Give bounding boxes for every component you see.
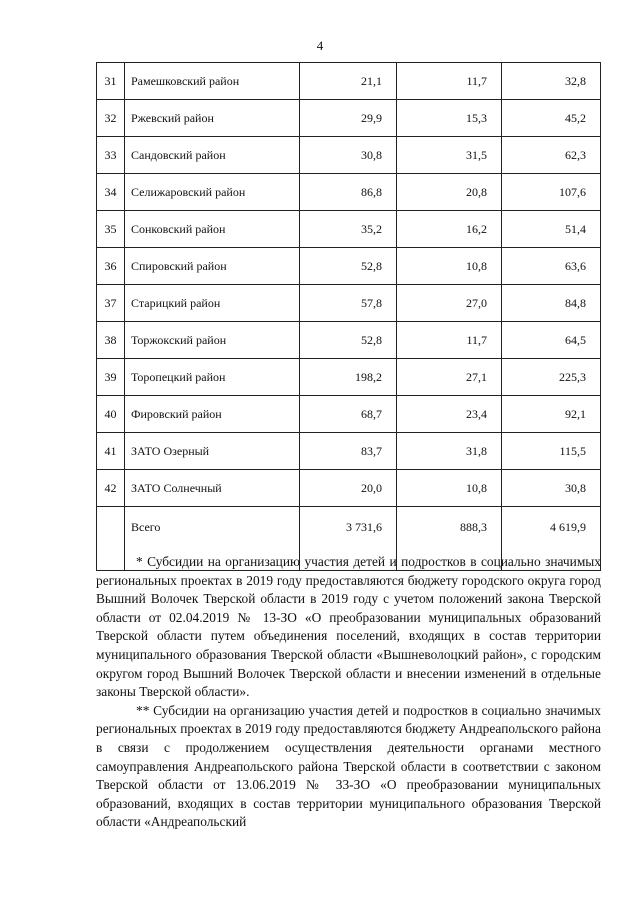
row-number: 37 bbox=[97, 285, 125, 322]
value-col-3: 84,8 bbox=[502, 285, 601, 322]
table-row bbox=[97, 433, 601, 470]
value-col-1: 68,7 bbox=[300, 396, 397, 433]
value-col-3: 62,3 bbox=[502, 137, 601, 174]
row-number: 31 bbox=[97, 63, 125, 100]
value-col-3: 45,2 bbox=[502, 100, 601, 137]
value-col-1: 198,2 bbox=[300, 359, 397, 396]
value-col-3: 107,6 bbox=[502, 174, 601, 211]
value-col-1: 30,8 bbox=[300, 137, 397, 174]
value-col-1: 35,2 bbox=[300, 211, 397, 248]
value-col-3: 30,8 bbox=[502, 470, 601, 507]
value-col-2: 11,7 bbox=[397, 322, 502, 359]
value-col-2: 20,8 bbox=[397, 174, 502, 211]
value-col-3: 51,4 bbox=[502, 211, 601, 248]
district-name: Спировский район bbox=[125, 248, 300, 285]
table-row bbox=[97, 322, 601, 359]
row-number: 32 bbox=[97, 100, 125, 137]
value-col-2: 10,8 bbox=[397, 248, 502, 285]
value-col-1: 83,7 bbox=[300, 433, 397, 470]
row-number: 40 bbox=[97, 396, 125, 433]
value-col-2: 10,8 bbox=[397, 470, 502, 507]
value-col-1: 57,8 bbox=[300, 285, 397, 322]
row-number: 41 bbox=[97, 433, 125, 470]
value-col-3: 32,8 bbox=[502, 63, 601, 100]
footnotes bbox=[96, 553, 601, 832]
row-number: 42 bbox=[97, 470, 125, 507]
value-col-1: 86,8 bbox=[300, 174, 397, 211]
row-number: 33 bbox=[97, 137, 125, 174]
row-number: 39 bbox=[97, 359, 125, 396]
table-row bbox=[97, 137, 601, 174]
district-name: Селижаровский район bbox=[125, 174, 300, 211]
value-col-1: 29,9 bbox=[300, 100, 397, 137]
table-row bbox=[97, 248, 601, 285]
district-name: ЗАТО Озерный bbox=[125, 433, 300, 470]
value-col-2: 27,1 bbox=[397, 359, 502, 396]
value-col-2: 27,0 bbox=[397, 285, 502, 322]
subsidy-table bbox=[96, 62, 601, 571]
value-col-2: 31,5 bbox=[397, 137, 502, 174]
value-col-2: 16,2 bbox=[397, 211, 502, 248]
row-number: 38 bbox=[97, 322, 125, 359]
value-col-1: 3 731,6 bbox=[300, 507, 397, 571]
value-col-3: 92,1 bbox=[502, 396, 601, 433]
table-row bbox=[97, 100, 601, 137]
district-name: Старицкий район bbox=[125, 285, 300, 322]
district-name: ЗАТО Солнечный bbox=[125, 470, 300, 507]
value-col-2: 23,4 bbox=[397, 396, 502, 433]
footnote-single-star: * Субсидии на организацию участия детей и подростков в социально значимых региональных проектах в 2019 году предоставляются бюджету городского округа город Вышний Волочек Тверской области в 2019 году с учетом положений закона Тверской области от 02.04.2019 № 13-ЗО «О преобразовании муниципальных образований Тверской области путем объединения поселений, входящих в состав территории муниципального образования Тверской области «Вышневолоцкий район», с городским округом город Вышний Волочек Тверской области и внесении изменений в отдельные законы Тверской области». bbox=[96, 554, 601, 700]
value-col-3: 4 619,9 bbox=[502, 507, 601, 571]
value-col-1: 20,0 bbox=[300, 470, 397, 507]
value-col-3: 63,6 bbox=[502, 248, 601, 285]
table-body bbox=[97, 63, 601, 571]
table-row bbox=[97, 285, 601, 322]
value-col-2: 11,7 bbox=[397, 63, 502, 100]
value-col-1: 52,8 bbox=[300, 248, 397, 285]
footnote-double-star: ** Субсидии на организацию участия детей и подростков в социально значимых региональных проектах в 2019 году предоставляются бюджету Андреапольского района в связи с продолжением осуществления деятельности органами местного самоуправления Андреапольского района Тверской области в соответствии с законом Тверской области от 13.06.2019 № 33-ЗО «О преобразовании муниципальных образований, входящих в состав территории муниципального образования Тверской области «Андреапольский bbox=[96, 702, 601, 830]
table-row bbox=[97, 396, 601, 433]
row-number: 35 bbox=[97, 211, 125, 248]
district-name: Торопецкий район bbox=[125, 359, 300, 396]
district-name: Сонковский район bbox=[125, 211, 300, 248]
value-col-3: 64,5 bbox=[502, 322, 601, 359]
row-number: 36 bbox=[97, 248, 125, 285]
table-row bbox=[97, 63, 601, 100]
table-row bbox=[97, 211, 601, 248]
value-col-2: 888,3 bbox=[397, 507, 502, 571]
district-name: Торжокский район bbox=[125, 322, 300, 359]
table-row bbox=[97, 174, 601, 211]
value-col-3: 225,3 bbox=[502, 359, 601, 396]
district-name: Фировский район bbox=[125, 396, 300, 433]
district-name: Всего bbox=[125, 507, 300, 571]
district-name: Сандовский район bbox=[125, 137, 300, 174]
row-number: 34 bbox=[97, 174, 125, 211]
district-name: Рамешковский район bbox=[125, 63, 300, 100]
value-col-2: 31,8 bbox=[397, 433, 502, 470]
page-number: 4 bbox=[316, 38, 324, 53]
value-col-3: 115,5 bbox=[502, 433, 601, 470]
district-name: Ржевский район bbox=[125, 100, 300, 137]
table-row bbox=[97, 359, 601, 396]
table-row bbox=[97, 470, 601, 507]
value-col-1: 21,1 bbox=[300, 63, 397, 100]
value-col-1: 52,8 bbox=[300, 322, 397, 359]
value-col-2: 15,3 bbox=[397, 100, 502, 137]
